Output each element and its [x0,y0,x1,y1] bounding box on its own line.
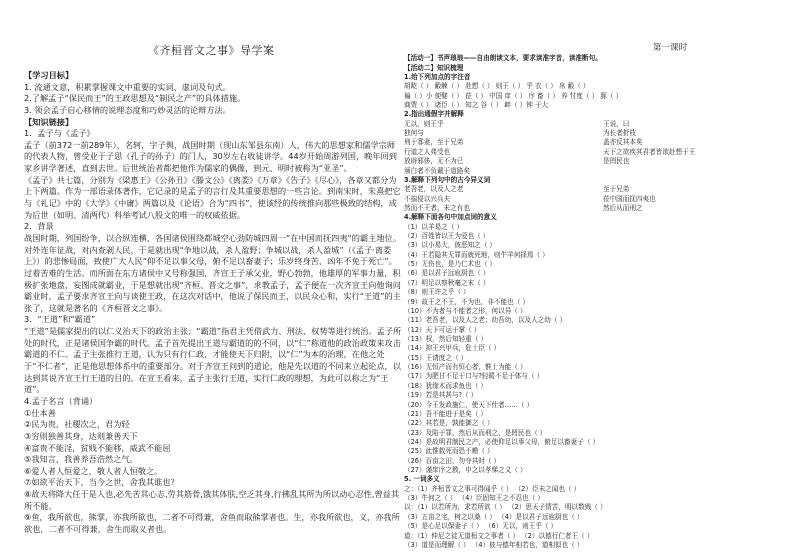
tongjia-item: 盖亦反其本矣 [603,138,643,147]
left-body [24,70,402,536]
right-body [404,42,786,550]
text-line: 2．背景 [24,221,54,232]
explain-item: （10）不为者与不能者之形，何以异（ ） [404,306,527,315]
tongjia-item: 无以，则王乎 [404,119,444,128]
section-5-lines [404,485,786,551]
section-3-grid [404,185,786,213]
explain-item: （3）以小易大，彼恶知之（ ） [404,241,497,250]
text-line: “王道”是儒家提出的以仁义治天下的政治主张；“霸道”指君主凭借武力、刑法、权势等进行统治。孟子所处的时代，正是诸侯国争霸的时代。孟子首先提出王道与霸道的的不同，以“仁”称道他的政治政策来攻击霸道的不仁。孟子主张推行王道，认为只有行仁政，才能使天下归附，以“仁”为本的治理，在他之处于“不仁者”，正是他思想体系中的重要部分。对于齐宣王问到的道论，他是先以道的不同来立起论点，以达到其说齐宣王行王道的目的。在宣王看来，孟子主张行王道，实行仁政的理想，为此可以称之为“王道”。 [24,326,402,395]
pinyin-line: 商贾（ ） 诸臣（ ） 知之 谷（ ） 衅（ ）钟 于大 [404,101,549,109]
tongjia-item: 放辟邪侈，无不为已 [404,157,464,166]
tongjia-item: 是罔民也 [603,157,630,166]
tongjia-item: 为长者折枝 [603,129,636,138]
polysemy-line: 道：（1）仲尼之徒无道桓文之事者（ ） （2）以德行仁者王（ ） [404,531,594,540]
text-line: 战国时期，列国纷争，以合纵连横，各国诸侯围绕都城空心劲防城四周一“在中国而抚四夷”的霸主地位。对外连年征战，对内查剥人民，于是就出现“争地以战，杀人盈野；争城以战，杀人盈城”（《孟子·离娄上》）的悲惨局面，致使广大人民“仰不足以事父母，俯不足以畜妻子；乐岁终身苦，凶年不免于死亡”。过着苦难的生活。而所面在东方诸侯中又号称强国，齐宣王子承父业，野心勃勃，他雄厚的军事力量，积极扩张地盘，妄图成就霸业，于是想就出现“齐桓、晋文之事”，求教孟子，孟子便在一次齐宣王向他询问霸业时，孟子要求齐宣王向与谈使王政，在这次对话中，他说了保民而王，以民众心和，实行“王道”的主张了，这就是著名的《齐桓晋文之事》。 [24,232,401,313]
text-line: ⑧故天将降大任于是人也,必先苦其心志,劳其筋骨,饿其体肤,空乏其身,行拂乱其所为所以动心忍性,曾益其所不能。 [24,489,400,511]
document-title: 《齐桓晋文之事》导学案 [148,44,275,57]
pinyin-line: 褊（ ）小 便嬖（ ） 莅（ ） 中国 庠（ ） 序 畜（ ） 养 忖度（ ） 豚（ ） [404,91,623,100]
section-2-grid [404,120,786,176]
explain-item: （6）是以君子远庖厨也（ ） [404,269,490,278]
section-2-right [595,120,786,176]
lesson-label: 第一课时 [652,43,688,53]
text-line: 4.孟子名言（背诵） [24,395,98,406]
text-line: 2.了解孟子“保民而王”的王政思想及“制民之产”的具体措施。 [24,93,246,104]
explain-item: （22）其若是，孰能御之（ ） [404,419,494,428]
explain-item: （24）是故明君制民之产，必使仰足以事父母，俯足以畜妻子（ ） [404,437,600,446]
text-line: ②民为贵，社稷次之，君为轻 [24,419,130,430]
explain-item: （16）无恒产而有恒心者，惟士为能（ ） [404,363,527,372]
explain-item: （15）王请度之（ ） [404,353,468,362]
explain-item: （13）权，然后知轻重（ ） [404,334,488,343]
section-3-left [404,185,595,213]
text-line: ⑦如欲平治天下，当今之世，舍我其谁也？ [24,477,179,488]
tongjia-item: 王说，曰 [603,119,630,128]
explain-item: （8）则王许之乎（ ） [404,288,470,297]
gujin-item: 莅中国而抚四夷也 [603,194,656,203]
explain-item: （21）吾不能进于是矣（ ） [404,409,488,418]
explain-item: （5）无伤也，是乃仁术也（ ） [404,260,497,269]
left-column [8,0,402,560]
tongjia-item: 颁白者不负戴于道路矣 [404,166,470,175]
gujin-item: 然后从而刑之 [603,203,643,212]
section-5-heading: 5. 一词多义 [404,475,440,484]
explain-item: （7）明足以察秋毫之末（ ） [404,278,490,287]
explain-item: （12）天下可运于掌（ ） [404,325,481,334]
section-1-heading: 1.给下列加点的字注音 [404,72,471,81]
gujin-item: 至于兄弟 [603,185,630,194]
text-line: 孟子（前372一前289年），名轲，字子舆，战国时期（现山东邹县东南）人，伟大的思想家和儒学宗师的代表人物，曾受业于子思（孔子的孙子）的门人，30岁左右收徒讲学。44岁开始周游列国，晚年回到家乡讲学著述，直到去世。后世统治者都把他作为儒家的偶像，到元、明时被称为“亚圣”。 [24,139,397,174]
text-line: 3. 领会孟子启心移情的说理态度和巧妙灵活的论辩方法。 [24,104,231,115]
explain-item: （2）百姓皆以王为爱也（ ） [404,232,490,241]
explain-item: （4）王若隐其无罪而就死地，则牛羊何择焉（ ） [404,250,549,259]
explain-item: （14）抑王兴甲兵，危士臣（ ） [404,344,501,353]
explain-item: （11）老吾老，以及人之老；幼吾幼，以及人之幼（ ） [404,316,567,325]
section-heading: 【学习目标】 [24,70,74,80]
polysemy-line: 之：（1）齐桓晋文之事可得闻乎（ ） （2）臣未之闻也（ ） [404,484,581,493]
explain-item: （17）为肥甘不足于口与?轻暖不足于体与（ ） [404,372,544,381]
polysemy-line: （5）是心足以保妻子（ ） （6）无以，则王乎（ ） [404,522,558,531]
explain-item: （9）故王之不王，不为也，非不能也（ ） [404,297,529,306]
tongjia-item: 行道之人弗受也 [404,147,451,156]
explain-item: （25）此惟救死而恐不赡（ ） [404,447,494,456]
gujin-item: 然而不王者，未之有也 [404,203,470,212]
polysemy-line: （3）道是而理解（ ） （4）彼与德年相若也，道相似也（ ） [404,540,584,549]
text-line: 3．“王道”和“霸道” [24,314,96,325]
text-line: 1．孟子与《孟子》 [24,128,95,139]
right-column [404,0,786,560]
polysemy-line: （3）牛何之（ ） （4）臣固知王之不忍也（ ） [404,494,544,503]
activity-2: 【活动二】知识梳理 [404,63,464,72]
section-3-heading: 3.解释下列句中的古今异义词 [404,175,491,184]
section-2-heading: 2.指出通假字并解释 [404,110,464,119]
tongjia-item: 独何与 [404,129,424,138]
explain-item: （26）百亩之田，勿夺其时（ ） [404,456,501,465]
explain-item: （20）今王发政施仁，使天下仕者……（ ） [404,400,534,409]
text-line: ①仕本善 [24,407,56,418]
polysemy-line: （3）五亩之宅，树之以桑（ ） （4）是以君子远庖厨也（ ） [404,512,584,521]
section-2-left [404,120,595,176]
explain-item: （27）谨庠序之教，申之以孝悌之义（ ） [404,466,527,475]
text-line: 1. 流通文意，积累掌握课文中重要的实词、虚词及句式。 [24,81,231,92]
tongjia-item: 刑于寡妻，至于兄弟 [404,138,464,147]
gujin-item: 不揣侵以兴兵夫 [404,194,451,203]
text-line: ⑥爱人者人恒爱之，敬人者人恒敬之。 [24,465,163,476]
polysemy-line: 以：（1）以若所为，求若所欲（ ） （2）思天子情苦，明以数贱（ ） [404,503,607,512]
explain-item: （19）若是其甚与?（ ） [404,391,478,400]
gujin-item: 老吾老，以及人之老 [404,185,464,194]
section-4-items [404,223,786,476]
section-1-lines [404,82,786,110]
section-heading: 【知识链接】 [24,116,74,127]
text-line: ⑨鱼，我所欲也，熊掌，亦我所欲也，二者不可得兼，舍鱼而取熊掌者也。生，亦我所欲也，义，亦我所欲也，二者不可得兼，舍生而取义者也。 [24,512,400,534]
section-4-heading: 4.解释下面各句中加点词的意义 [404,213,497,222]
activity-1: 【活动一】书声琅琅——自由朗读文本，要求读准字音，读准断句。 [404,54,602,63]
text-line: ⑤我知言，我善养吾浩然之气。 [24,454,138,465]
explain-item: （18）犹缘木而求鱼也（ ） [404,381,488,390]
explain-item: （23）及陷于罪，然后从而刑之，是罔民也（ ） [404,428,547,437]
text-line: ④富贵不能淫，贫贱不能移，威武不能屈 [24,442,171,453]
explain-item: （1）以羊易之（ ） [404,222,464,231]
tongjia-item: 天下之欲疾其君者皆欲赴想于王 [603,147,696,156]
section-3-right [595,185,786,213]
text-line: ③穷则独善其身，达则兼善天下 [24,430,138,441]
text-line: 《孟子》共七篇，分别为《梁惠王》《公孙丑》《滕文公》《离娄》《万章》《告子》《尽心》，各章又都分为上下两篇。作为一部语录体著作，它记录的是孟子的言行及其重要思想的一些言论。到南宋时，朱熹把它与《礼记》中的《大学》《中庸》两篇以及《论语》合为“四书”，使该经的传统推向那些极致的结构，成为后世（如明、清两代）科举考试八股文的唯一的权威依据。 [24,174,401,220]
pinyin-line: 胡龁（ ） 觳觫（ ） 赴愬（ ） 则王（ ） 乎 衣（ ） 帛 觳（ ） [404,82,590,91]
